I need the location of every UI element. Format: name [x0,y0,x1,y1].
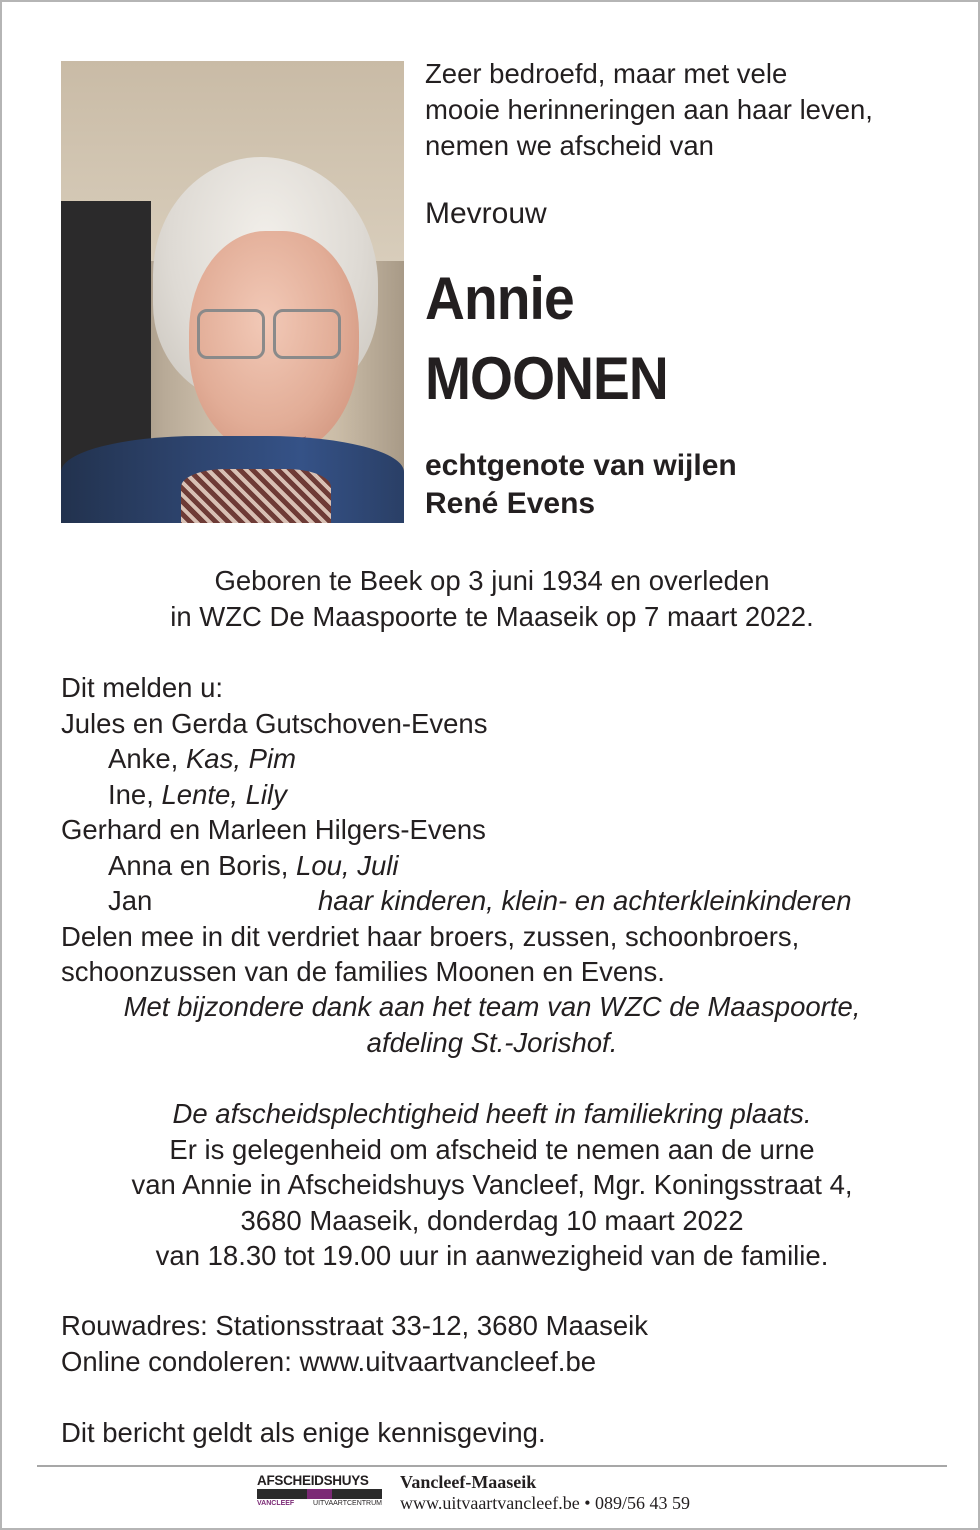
family-line: Gerhard en Marleen Hilgers-Evens [61,814,486,845]
family-line: Ine, Lente, Lily [108,778,287,810]
notice-text: Dit bericht geldt als enige kennisgeving. [61,1417,546,1448]
last-name: MOONEN [425,345,668,412]
ceremony-info: De afscheidsplechtigheid heeft in familiekring plaats. Er is gelegenheid om afscheid te nemen aan de urne van Annie in Afscheidshuys Vancleef, Mgr. Koningsstraat 4, 3680 Maaseik, donderdag 10 maart 2022 van 18.30 tot 19.00 uur in aanwezigheid van de familie. [131,1098,853,1271]
online-condolence: Online condoleren: www.uitvaartvancleef.be [61,1345,597,1377]
footer-divider [37,1465,947,1467]
funeral-home-info [400,1472,690,1514]
family-intro: Dit melden u: [61,672,224,703]
share-line: schoonzussen van de families Moonen en Evens. [61,956,665,987]
thanks-text: Met bijzondere dank aan het team van WZC de Maaspoorte, afdeling St.-Jorishof. [123,991,861,1058]
funeral-home-name: Vancleef-Maaseik [400,1472,537,1492]
birth-death-dates: Geboren te Beek op 3 juni 1934 en overleden in WZC De Maaspoorte te Maaseik op 7 maart 2022. [170,565,814,632]
family-line: Anna en Boris, Lou, Juli [108,849,399,881]
funeral-home-logo: AFSCHEIDSHUYS VANCLEEF UITVAARTCENTRUM [257,1473,382,1507]
family-line: Anke, Kas, Pim [108,743,296,774]
family-relation-tag: haar kinderen, klein- en achterkleinkinderen [318,885,852,916]
spouse-info: echtgenote van wijlen René Evens [425,449,737,520]
family-line: Jules en Gerda Gutschoven-Evens [61,707,488,739]
share-line: Delen mee in dit verdriet haar broers, zussen, schoonbroers, [61,920,800,952]
first-name: Annie [425,265,574,332]
family-list [61,670,941,990]
contact-info [61,1308,648,1379]
portrait-photo [61,61,404,523]
funeral-home-contact: www.uitvaartvancleef.be • 089/56 43 59 [400,1493,691,1513]
family-line: Jan haar kinderen, klein- en achterkleinkinderen [61,883,941,919]
honorific: Mevrouw [425,197,547,230]
mourning-address: Rouwadres: Stationsstraat 33-12, 3680 Maaseik [61,1310,648,1341]
intro-text: Zeer bedroefd, maar met vele mooie herinneringen aan haar leven, nemen we afscheid van [425,58,873,161]
